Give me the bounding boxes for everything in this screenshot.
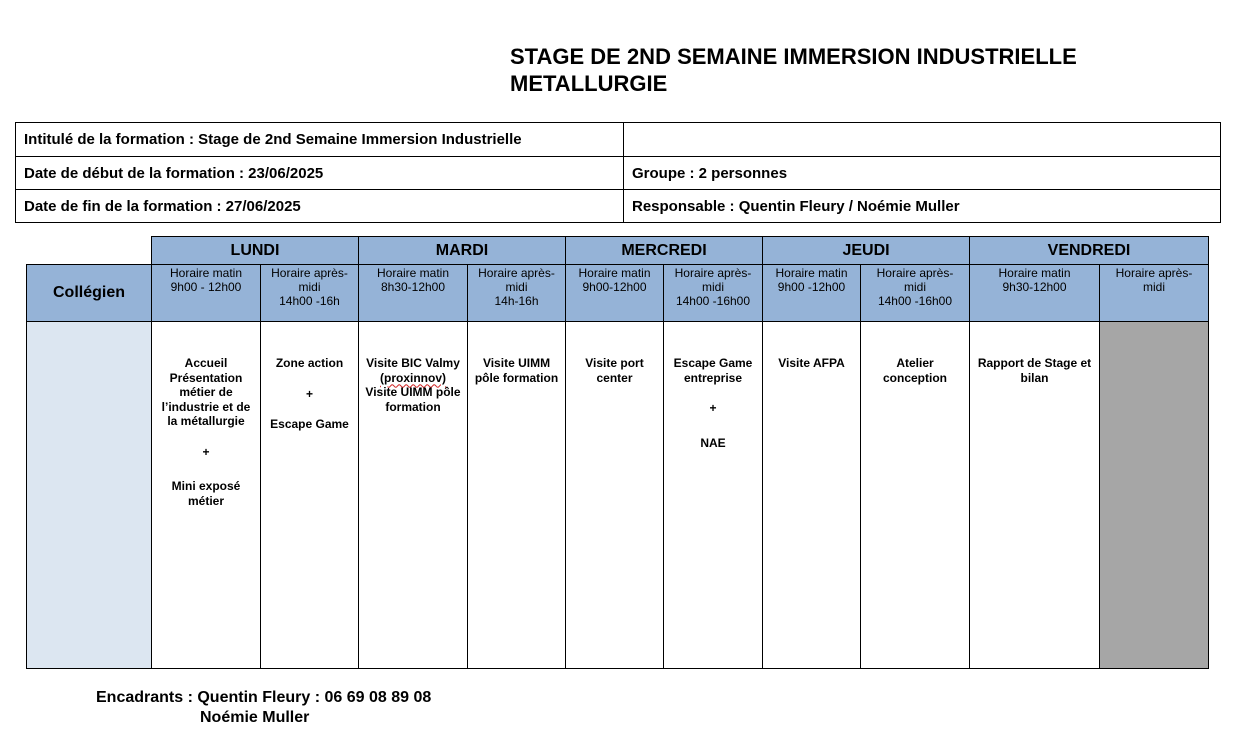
activity-vendredi-matin: Rapport de Stage et bilan (969, 321, 1100, 669)
day-lundi: LUNDI (151, 236, 359, 265)
slot-header-mardi-matin: Horaire matin 8h30-12h00 (358, 264, 468, 322)
day-mercredi: MERCREDI (565, 236, 763, 265)
slot-header-lundi-matin: Horaire matin 9h00 - 12h00 (151, 264, 261, 322)
title-line-2: METALLURGIE (510, 71, 668, 96)
slot-header-mercredi-aprem: Horaire après- midi 14h00 -16h00 (663, 264, 763, 322)
page-title (510, 43, 1210, 97)
info-responsable: Responsable : Quentin Fleury / Noémie Muller (623, 189, 1221, 223)
activity-jeudi-matin: Visite AFPA (762, 321, 861, 669)
day-mardi: MARDI (358, 236, 566, 265)
info-intitule: Intitulé de la formation : Stage de 2nd Semaine Immersion Industrielle (15, 122, 624, 157)
activity-mercredi-matin: Visite port center (565, 321, 664, 669)
activity-vendredi-aprem-blocked (1099, 321, 1209, 669)
day-jeudi: JEUDI (762, 236, 970, 265)
activity-lundi-matin: Accueil Présentation métier de l’industrie et de la métallurgie + Mini exposé métier (151, 321, 261, 669)
slot-header-mercredi-matin: Horaire matin 9h00-12h00 (565, 264, 664, 322)
activity-jeudi-aprem: Atelier conception (860, 321, 970, 669)
activity-mardi-matin: Visite BIC Valmy (proxinnov) Visite UIMM pôle formation (358, 321, 468, 669)
activity-lundi-aprem: Zone action + Escape Game (260, 321, 359, 669)
slot-header-jeudi-matin: Horaire matin 9h00 -12h00 (762, 264, 861, 322)
info-date-fin: Date de fin de la formation : 27/06/2025 (15, 189, 624, 223)
encadrants-footer (96, 688, 431, 728)
slot-header-lundi-aprem: Horaire après- midi 14h00 -16h (260, 264, 359, 322)
slot-header-jeudi-aprem: Horaire après- midi 14h00 -16h00 (860, 264, 970, 322)
title-line-1: STAGE DE 2ND SEMAINE IMMERSION INDUSTRIELLE (510, 44, 1077, 69)
row-label-body (26, 321, 152, 669)
row-label-collegien: Collégien (26, 264, 152, 322)
info-date-debut: Date de début de la formation : 23/06/2025 (15, 156, 624, 190)
slot-header-vendredi-aprem: Horaire après- midi (1099, 264, 1209, 322)
day-vendredi: VENDREDI (969, 236, 1209, 265)
encadrants-line-1: Encadrants : Quentin Fleury : 06 69 08 89 08 (96, 689, 432, 706)
info-empty-cell (623, 122, 1221, 157)
slot-header-mardi-aprem: Horaire après- midi 14h-16h (467, 264, 566, 322)
activity-mercredi-aprem: Escape Game entreprise + NAE (663, 321, 763, 669)
encadrants-line-2: Noémie Muller (200, 709, 310, 726)
info-groupe: Groupe : 2 personnes (623, 156, 1221, 190)
slot-header-vendredi-matin: Horaire matin 9h30-12h00 (969, 264, 1100, 322)
activity-mardi-aprem: Visite UIMM pôle formation (467, 321, 566, 669)
